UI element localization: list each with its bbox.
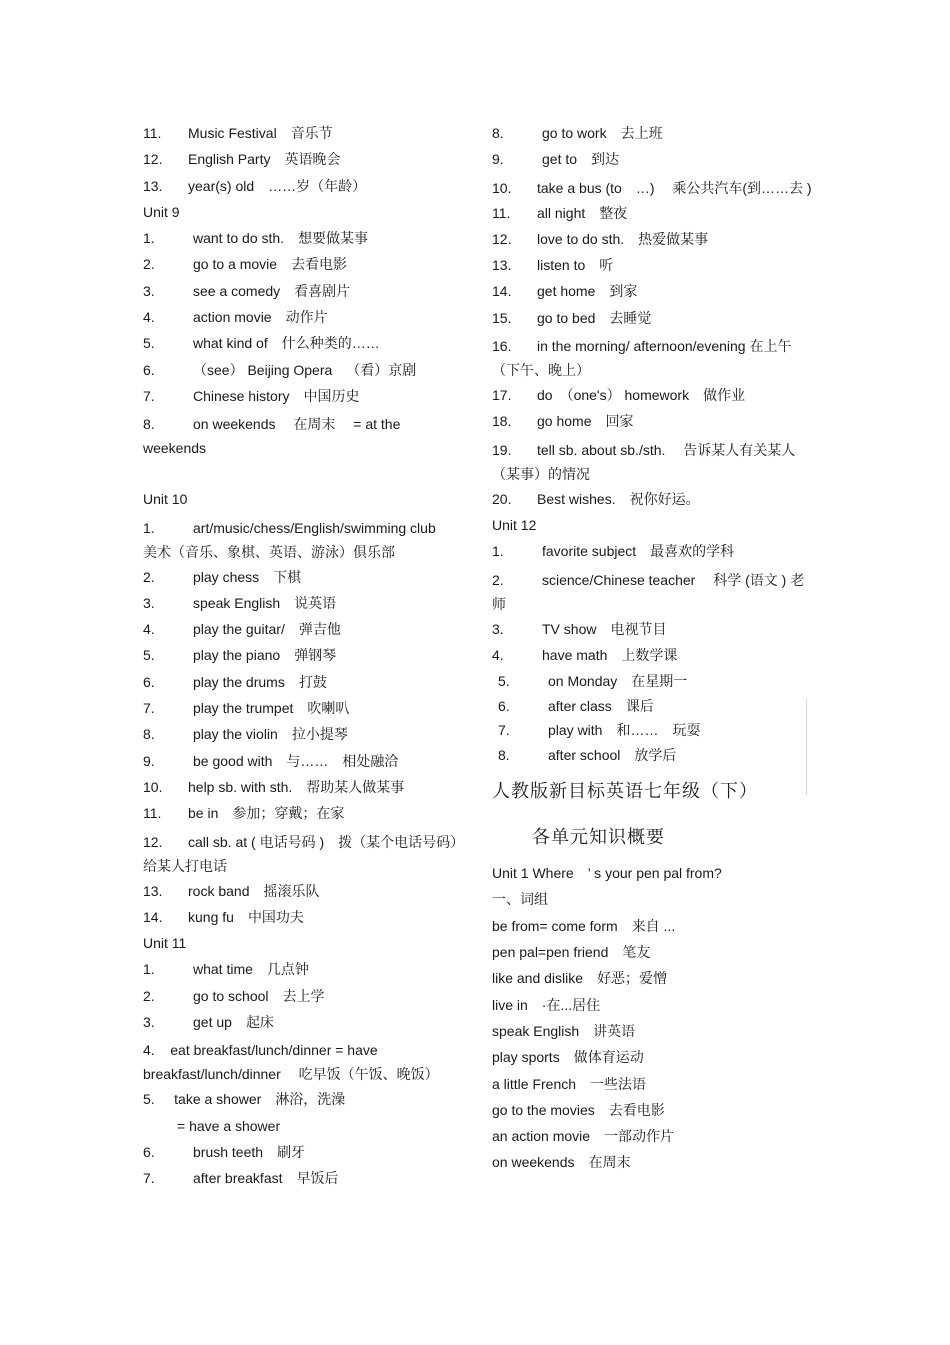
list-item: 10. help sb. with sth. 帮助某人做某事 xyxy=(143,778,405,795)
list-item: 10. take a bus (to …) 乘公共汽车(到……去 ) xyxy=(492,179,812,196)
list-item: 8. go to work 去上班 xyxy=(492,125,663,141)
unit-heading: Unit 12 xyxy=(492,516,537,533)
list-item: 6. （see） Beijing Opera （看）京剧 xyxy=(143,361,417,378)
list-item: 5. take a shower 淋浴，洗澡 xyxy=(143,1091,346,1108)
left-column xyxy=(143,123,463,1195)
list-item: 3. speak English 说英语 xyxy=(143,594,337,611)
list-item-continuation: = have a shower xyxy=(177,1117,281,1134)
phrase-item: go to the movies 去看电影 xyxy=(492,1101,665,1118)
phrase-item: pen pal=pen friend 笔友 xyxy=(492,944,651,961)
list-item: 1. art/music/chess/English/swimming club 美术（音乐、象棋、英语、游泳）俱乐部 xyxy=(143,519,450,560)
list-item: 5. play the piano 弹钢琴 xyxy=(143,647,337,664)
list-item: 4. action movie 动作片 xyxy=(143,309,328,326)
list-item: 8. after school 放学后 xyxy=(498,746,677,763)
list-item: 6. play the drums 打鼓 xyxy=(143,673,327,690)
list-item: 3. TV show 电视节目 xyxy=(492,620,667,637)
list-item: 2. go to school 去上学 xyxy=(143,987,325,1004)
list-item: 14. get home 到家 xyxy=(492,283,638,300)
list-item: 5. on Monday 在星期一 xyxy=(498,673,688,690)
list-item: 8. on weekends 在周末 = at the weekends xyxy=(143,416,401,457)
section-heading: 一、词组 xyxy=(492,891,548,908)
list-item: 1. what time 几点钟 xyxy=(143,961,309,978)
list-item: 9. get to 到达 xyxy=(492,151,620,168)
phrase-item: live in ·在...居住 xyxy=(492,996,601,1013)
list-item: 7. after breakfast 早饭后 xyxy=(143,1170,339,1187)
phrase-item: play sports 做体育运动 xyxy=(492,1049,644,1066)
list-item: 19. tell sb. about sb./sth. 告诉某人有关某人（某事）的情况 xyxy=(492,441,796,482)
document-title: 人教版新目标英语七年级（下） xyxy=(492,781,758,802)
list-item: 15. go to bed 去睡觉 xyxy=(492,309,652,326)
list-item: 12. English Party 英语晚会 xyxy=(143,151,341,168)
right-column xyxy=(492,123,817,1179)
list-item: 4. eat breakfast/lunch/dinner = have breakfast/lunch/dinner 吃早饭（午饭、晚饭） xyxy=(143,1042,439,1083)
phrase-item: be from= come form 来自 ... xyxy=(492,917,676,934)
list-item: 13. year(s) old ……岁（年龄） xyxy=(143,177,367,194)
list-item: 4. play the guitar/ 弹吉他 xyxy=(143,621,341,638)
list-item: 7. play with 和…… 玩耍 xyxy=(498,722,701,739)
unit-heading: Unit 9 xyxy=(143,203,180,220)
list-item: 12. love to do sth. 热爱做某事 xyxy=(492,230,709,247)
unit-heading: Unit 10 xyxy=(143,491,188,508)
list-item: 6. after class 课后 xyxy=(498,697,654,714)
list-item: 1. favorite subject 最喜欢的学科 xyxy=(492,543,735,560)
vertical-divider xyxy=(806,699,807,795)
list-item: 2. science/Chinese teacher 科学 (语文 ) 老师 xyxy=(492,571,805,612)
list-item: 11. all night 整夜 xyxy=(492,204,628,221)
unit-heading: Unit 1 Where ’ s your pen pal from? xyxy=(492,865,722,882)
unit-heading: Unit 11 xyxy=(143,935,187,952)
list-item: 4. have math 上数学课 xyxy=(492,646,678,663)
phrase-item: on weekends 在周末 xyxy=(492,1154,631,1171)
list-item: 7. play the trumpet 吹喇叭 xyxy=(143,700,350,717)
list-item: 3. get up 起床 xyxy=(143,1014,274,1031)
phrase-item: a little French 一些法语 xyxy=(492,1075,647,1092)
list-item: 20. Best wishes. 祝你好运。 xyxy=(492,490,700,507)
document-subtitle: 各单元知识概要 xyxy=(532,827,665,848)
phrase-item: an action movie 一部动作片 xyxy=(492,1128,675,1145)
list-item: 2. go to a movie 去看电影 xyxy=(143,256,348,273)
list-item: 18. go home 回家 xyxy=(492,413,634,430)
list-item: 12. call sb. at ( 电话号码 ) 拨（某个电话号码）给某人打电话 xyxy=(143,833,458,874)
list-item: 2. play chess 下棋 xyxy=(143,568,302,585)
list-item: 17. do （one's） homework 做作业 xyxy=(492,387,746,404)
phrase-item: speak English 讲英语 xyxy=(492,1022,636,1039)
list-item: 6. brush teeth 刷牙 xyxy=(143,1143,306,1160)
list-item: 11. be in 参加；穿戴；在家 xyxy=(143,805,345,822)
list-item: 7. Chinese history 中国历史 xyxy=(143,387,360,404)
list-item: 13. rock band 摇滚乐队 xyxy=(143,882,320,899)
list-item: 16. in the morning/ afternoon/evening 在上午（下午、晚上） xyxy=(492,338,792,379)
list-item: 1. want to do sth. 想要做某事 xyxy=(143,230,369,247)
list-item: 8. play the violin 拉小提琴 xyxy=(143,726,348,743)
list-item: 14. kung fu 中国功夫 xyxy=(143,908,304,925)
list-item: 9. be good with 与…… 相处融洽 xyxy=(143,752,399,769)
list-item: 13. listen to 听 xyxy=(492,257,614,274)
list-item: 11. Music Festival 音乐节 xyxy=(143,125,333,141)
list-item: 5. what kind of 什么种类的…… xyxy=(143,335,380,352)
list-block xyxy=(492,671,817,769)
list-item: 3. see a comedy 看喜剧片 xyxy=(143,282,351,299)
phrase-item: like and dislike 好恶；爱憎 xyxy=(492,970,668,987)
